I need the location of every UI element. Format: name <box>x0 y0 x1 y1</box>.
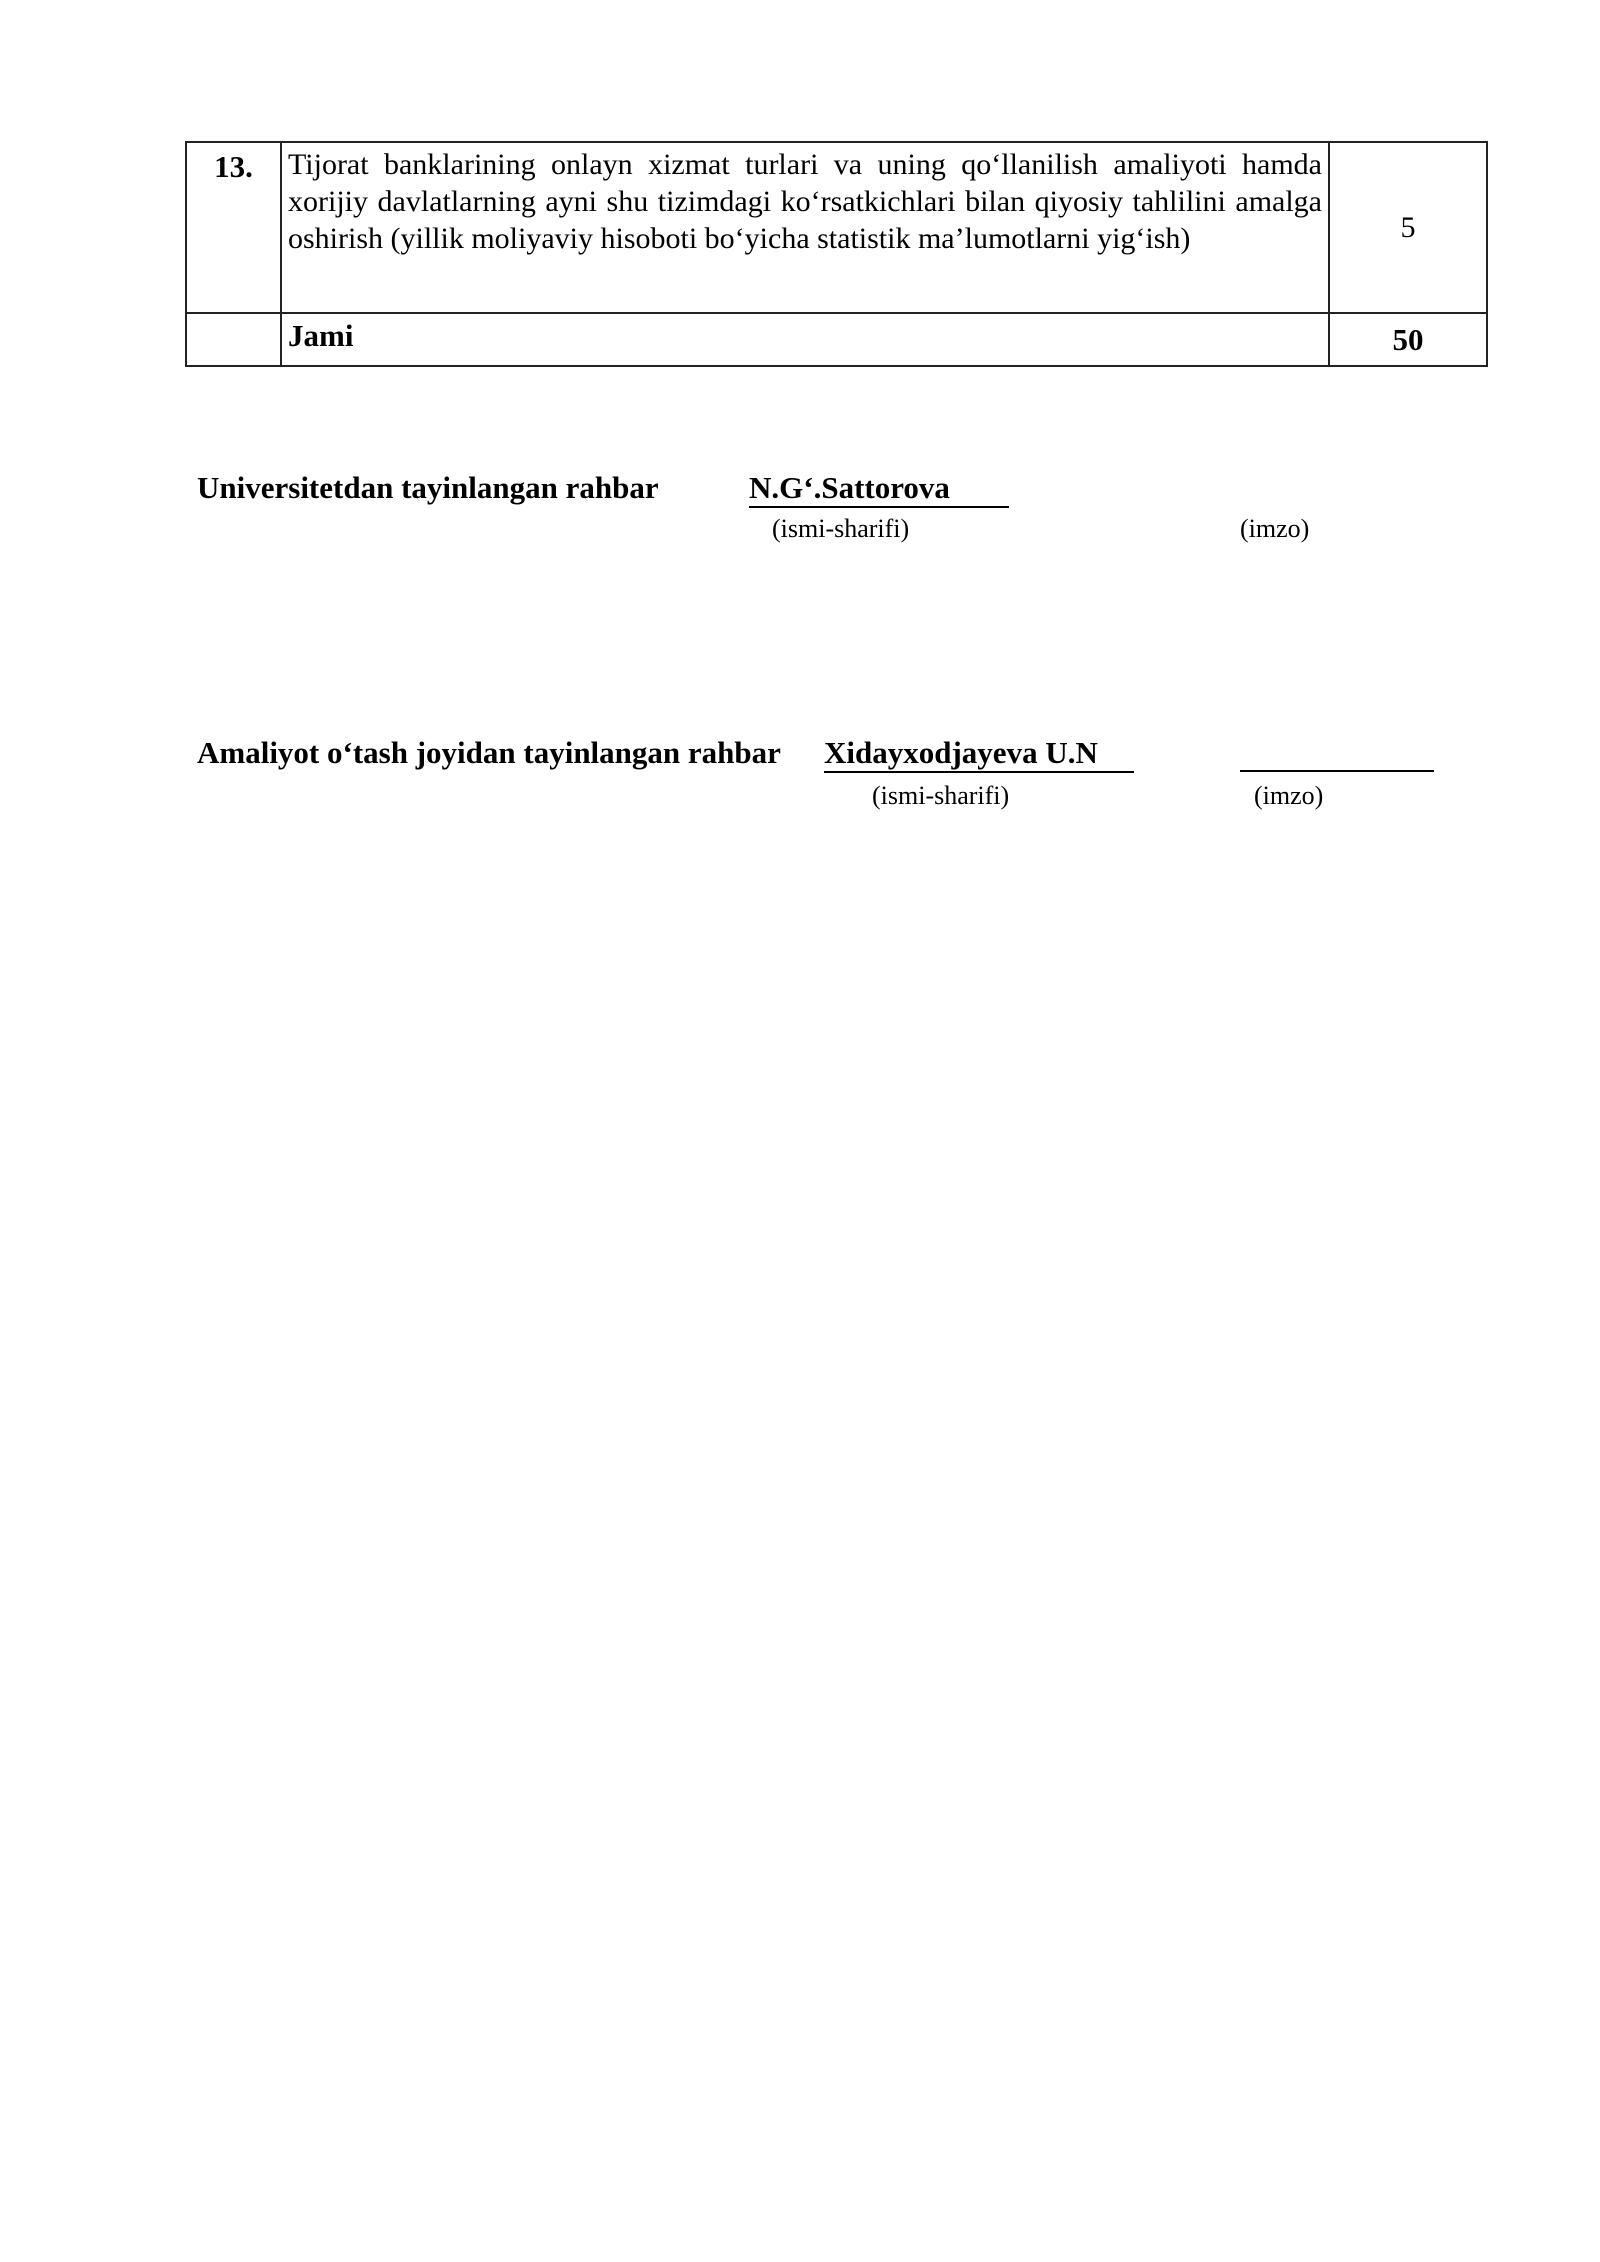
university-name-caption: (ismi-sharifi) <box>772 514 910 543</box>
workplace-name-caption: (ismi-sharifi) <box>872 781 1010 810</box>
workplace-supervisor-name: Xidayxodjayeva U.N <box>824 735 1098 770</box>
tasks-table <box>185 141 1488 367</box>
row-number: 13. <box>186 142 281 313</box>
workplace-sign-caption: (imzo) <box>1254 781 1324 810</box>
university-sign-caption: (imzo) <box>1240 514 1310 543</box>
university-supervisor-name: N.G‘.Sattorova <box>749 470 950 505</box>
total-score: 50 <box>1329 313 1487 366</box>
workplace-signature-line <box>1240 735 1434 772</box>
table-row <box>186 142 1487 313</box>
workplace-supervisor-role: Amaliyot o‘tash joyidan tayinlangan rahbar <box>197 735 781 770</box>
university-supervisor-name-field <box>749 470 1009 508</box>
total-label: Jami <box>281 313 1329 366</box>
total-empty-cell <box>186 313 281 366</box>
task-score: 5 <box>1329 142 1487 313</box>
task-description: Tijorat banklarining onlayn xizmat turlari va uning qo‘llanilish amaliyoti hamda xorijiy davlatlarning ayni shu tizimdagi ko‘rsatkichlari bilan qiyosiy tahlilini amalga oshirish (yillik moliyaviy hisoboti bo‘yicha statistik ma’lumotlarni yig‘ish) <box>281 142 1329 313</box>
total-row <box>186 313 1487 366</box>
university-supervisor-role: Universitetdan tayinlangan rahbar <box>197 470 659 505</box>
workplace-supervisor-name-field <box>824 735 1134 773</box>
